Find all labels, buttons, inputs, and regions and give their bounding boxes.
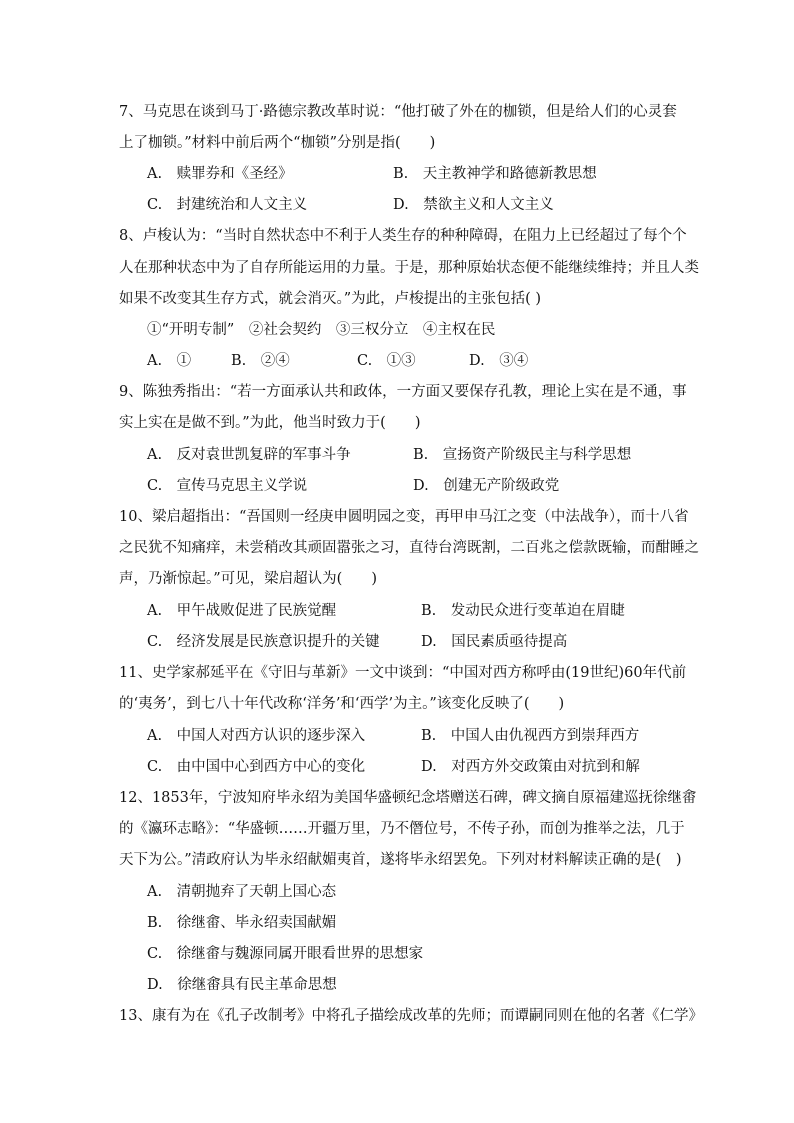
question-13-line-1: 13、康有为在《孔子改制考》中将孔子描绘成改革的先师；而谭嗣同则在他的名著《仁学》 (119, 1008, 703, 1024)
question-9-option-a: A. 反对袁世凯复辟的军事斗争 (147, 447, 351, 463)
question-7-option-b: B. 天主教神学和路德新教思想 (393, 166, 597, 182)
question-8-line-2: 人在那种状态中为了自存所能运用的力量。于是，那种原始状态便不能继续维持；并且人类 (119, 260, 699, 276)
question-11-line-1: 11、史学家郝延平在《守旧与革新》一文中谈到：“中国对西方称呼由(19世纪)60年代前 (119, 665, 687, 681)
question-10-line-1: 10、梁启超指出：“吾国则一经庚申圆明园之变，再甲申马江之变（中法战争），而十八省 (119, 509, 689, 525)
question-8-statements: ①“开明专制” ②社会契约 ③三权分立 ④主权在民 (147, 322, 496, 338)
question-7-line-2: 上了枷锁。”材料中前后两个“枷锁”分别是指( ) (119, 135, 436, 151)
question-7-option-c: C. 封建统治和人文主义 (147, 197, 308, 213)
question-9-option-c: C. 宣传马克思主义学说 (147, 478, 308, 494)
question-11-line-2: 的‘夷务’，到七八十年代改称‘洋务’和‘西学’为主。”该变化反映了( ) (119, 696, 565, 712)
question-10-option-a: A. 甲午战败促进了民族觉醒 (147, 603, 337, 619)
question-12-option-c: C. 徐继畬与魏源同属开眼看世界的思想家 (147, 946, 424, 962)
question-10-option-d: D. 国民素质亟待提高 (421, 634, 568, 650)
question-10-line-3: 声，乃渐惊起。”可见，梁启超认为( ) (119, 571, 377, 587)
question-7-option-d: D. 禁欲主义和人文主义 (393, 197, 554, 213)
question-8-line-3: 如果不改变其生存方式，就会消灭。”为此，卢梭提出的主张包括( ) (119, 291, 542, 307)
question-8-option-d: D. ③④ (469, 353, 529, 369)
question-11-option-c: C. 由中国中心到西方中心的变化 (147, 759, 366, 775)
question-10-line-2: 之民犹不知痛痒，未尝稍改其顽固嚣张之习，直待台湾既割，二百兆之偿款既输，而酣睡之 (119, 540, 699, 556)
question-9-line-2: 实上实在是做不到。”为此，他当时致力于( ) (119, 415, 421, 431)
question-9-option-d: D. 创建无产阶级政党 (413, 478, 560, 494)
question-8-option-b: B. ②④ (231, 353, 290, 369)
question-10-option-c: C. 经济发展是民族意识提升的关键 (147, 634, 380, 650)
question-12-option-b: B. 徐继畬、毕永绍卖国献媚 (147, 915, 337, 931)
question-12-option-d: D. 徐继畬具有民主革命思想 (147, 977, 337, 993)
question-12-option-a: A. 清朝抛弃了天朝上国心态 (147, 884, 337, 900)
question-12-line-2: 的《瀛环志略》：“华盛顿……开疆万里，乃不僭位号，不传子孙，而创为推举之法，几于 (119, 821, 685, 837)
question-11-option-a: A. 中国人对西方认识的逐步深入 (147, 728, 366, 744)
question-8-option-a: A. ① (147, 353, 192, 369)
question-9-option-b: B. 宣扬资产阶级民主与科学思想 (413, 447, 632, 463)
question-11-option-b: B. 中国人由仇视西方到崇拜西方 (421, 728, 640, 744)
question-9-line-1: 9、陈独秀指出：“若一方面承认共和政体，一方面又要保存孔教，理论上实在是不通，事 (119, 384, 687, 400)
question-10-option-b: B. 发动民众进行变革迫在眉睫 (421, 603, 625, 619)
question-7-option-a: A. 赎罪券和《圣经》 (147, 166, 293, 182)
question-11-option-d: D. 对西方外交政策由对抗到和解 (421, 759, 640, 775)
question-12-line-1: 12、1853年，宁波知府毕永绍为美国华盛顿纪念塔赠送石碑，碑文摘自原福建巡抚徐继畬 (119, 790, 697, 806)
question-8-option-c: C. ①③ (357, 353, 416, 369)
question-12-line-3: 天下为公。”清政府认为毕永绍献媚夷首，遂将毕永绍罢免。下列对材料解读正确的是( ) (119, 852, 682, 868)
question-8-line-1: 8、卢梭认为：“当时自然状态中不利于人类生存的种种障碍，在阻力上已经超过了每个个 (119, 228, 687, 244)
question-7-line-1: 7、马克思在谈到马丁·路德宗教改革时说：“他打破了外在的枷锁，但是给人们的心灵套 (119, 104, 677, 120)
